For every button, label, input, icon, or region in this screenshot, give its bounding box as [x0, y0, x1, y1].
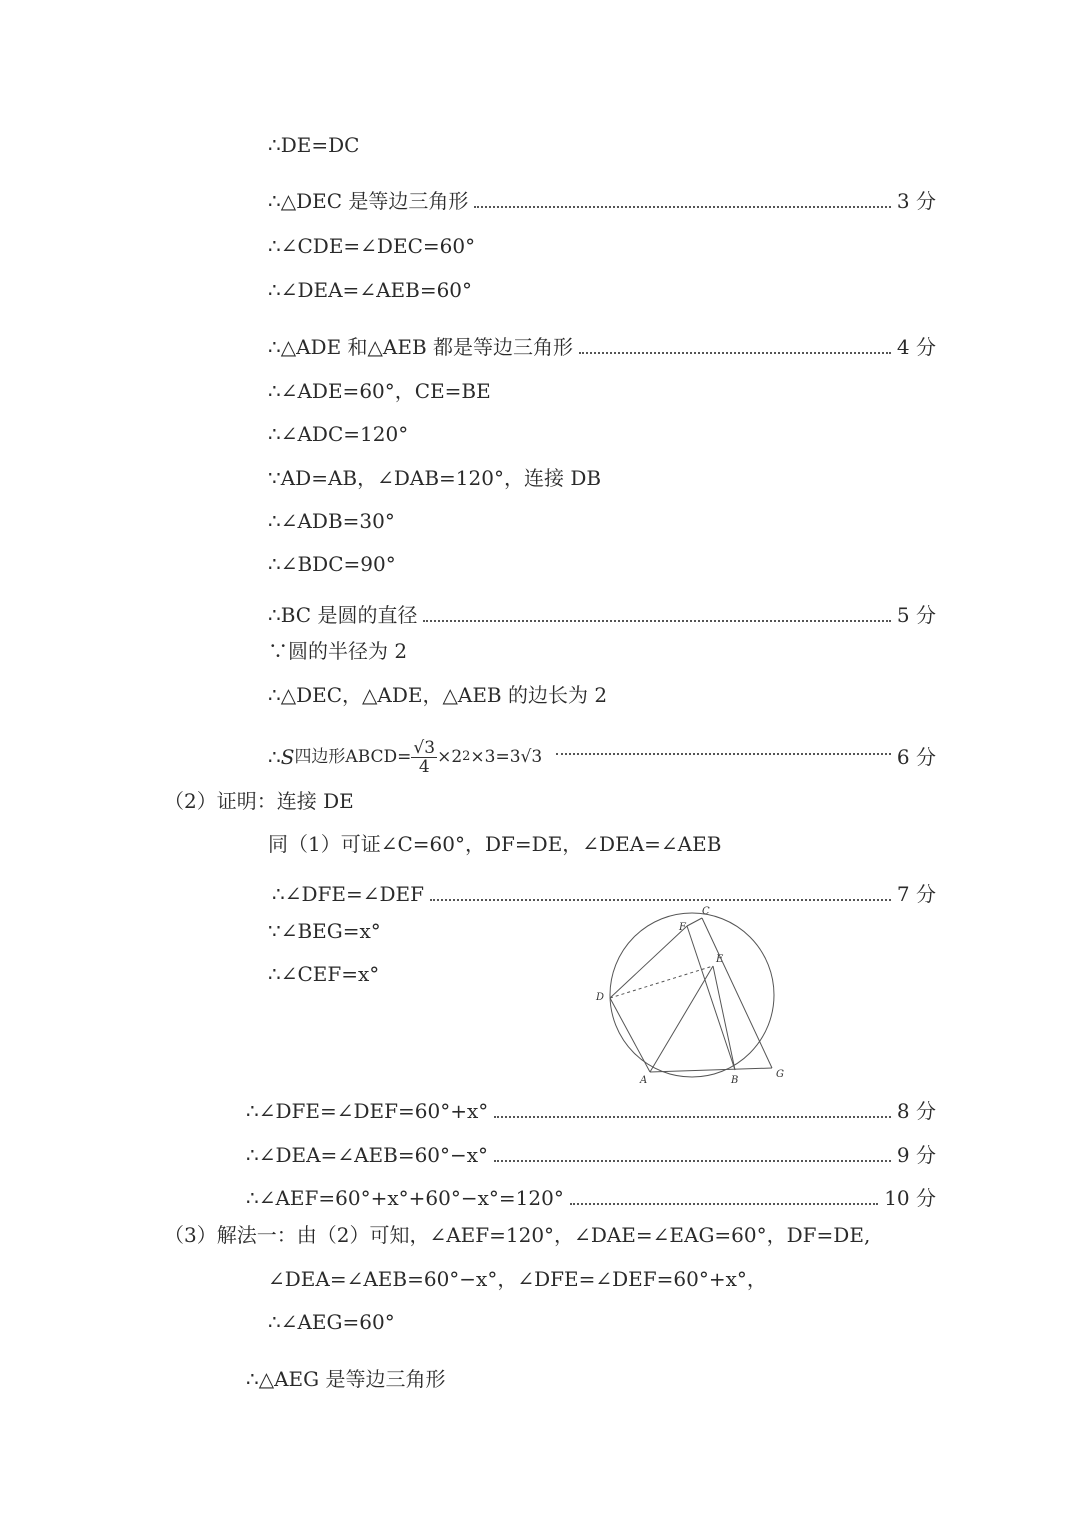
line-text: ∴BC 是圆的直径 — [268, 603, 418, 627]
line-beg: ∵∠BEG=x° — [268, 919, 381, 943]
formula-tail-1: ×2 — [437, 747, 463, 767]
formula-fraction — [411, 739, 437, 776]
line-aeg: ∴∠AEG=60° — [268, 1310, 395, 1334]
formula-equals: = — [397, 747, 412, 767]
part3-heading: （3）解法一：由（2）可知，∠AEF=120°，∠DAE=∠EAG=60°，DF=DE, — [164, 1223, 871, 1247]
line-dea-aeb-diff — [246, 1142, 936, 1168]
line-text: ∴△DEC 是等边三角形 — [268, 189, 469, 213]
segment-f-c — [687, 918, 702, 926]
label-c: C — [702, 906, 710, 917]
line-adc: ∴∠ADC=120° — [268, 422, 409, 446]
score-points: 5 分 — [896, 603, 936, 627]
score-points: 8 分 — [896, 1099, 936, 1123]
label-e: E — [716, 954, 724, 965]
line-aef-total — [246, 1185, 936, 1211]
circle-geometry-figure — [590, 900, 790, 1095]
line-ade-aeb-equilateral — [268, 334, 936, 360]
segment-d-a — [610, 998, 650, 1072]
line-area-formula — [268, 732, 936, 782]
score-points: 6 分 — [896, 745, 936, 769]
line-aeg-equilateral: ∴△AEG 是等边三角形 — [246, 1367, 446, 1391]
segment-d-e — [610, 966, 713, 998]
line-dfe-def-sum — [246, 1098, 936, 1124]
fraction-numerator: √3 — [413, 737, 436, 758]
line-text: ∴∠DFE=∠DEF=60°+x° — [246, 1099, 489, 1123]
line-side-length: ∴△DEC，△ADE，△AEB 的边长为 2 — [268, 683, 608, 707]
line-cde-dec: ∴∠CDE=∠DEC=60° — [268, 234, 476, 258]
line-bdc: ∴∠BDC=90° — [268, 552, 396, 576]
leader-dots — [494, 1160, 891, 1162]
fraction-denominator: 4 — [418, 756, 430, 777]
formula-s: S — [280, 745, 295, 769]
formula-subscript: 四边形ABCD — [294, 747, 398, 767]
score-points: 4 分 — [896, 335, 936, 359]
line-ad-ab: ∵AD=AB，∠DAB=120°，连接 DB — [268, 466, 602, 490]
leader-dots — [556, 753, 891, 755]
line-text: ∴∠AEF=60°+x°+60°−x°=120° — [246, 1186, 564, 1210]
line-de-dc: ∴DE=DC — [268, 133, 360, 157]
score-points: 7 分 — [896, 882, 936, 906]
leader-dots — [474, 206, 891, 208]
line-bc-diameter — [268, 602, 936, 628]
line-text: ∴ — [268, 745, 281, 769]
line-adb: ∴∠ADB=30° — [268, 509, 395, 533]
score-points: 10 分 — [884, 1186, 936, 1210]
line-part3-angles: ∠DEA=∠AEB=60°−x°，∠DFE=∠DEF=60°+x°， — [268, 1267, 767, 1291]
score-points: 9 分 — [896, 1143, 936, 1167]
leader-dots — [494, 1116, 891, 1118]
part2-heading: （2）证明：连接 DE — [164, 789, 354, 813]
label-b: B — [731, 1075, 739, 1086]
leader-dots — [423, 620, 890, 622]
line-same-as-1: 同（1）可证∠C=60°，DF=DE，∠DEA=∠AEB — [268, 832, 722, 856]
leader-dots — [570, 1203, 878, 1205]
formula-tail-2: ×3=3√3 — [470, 747, 543, 767]
line-radius: ∵圆的半径为 2 — [268, 639, 408, 663]
formula-exponent: 2 — [462, 749, 471, 764]
segment-a-g — [650, 1068, 772, 1072]
label-a: A — [640, 1075, 648, 1086]
segment-c-g — [702, 918, 772, 1068]
label-f: F — [679, 922, 686, 933]
line-dea-aeb: ∴∠DEA=∠AEB=60° — [268, 278, 473, 302]
line-text: ∴△ADE 和△AEB 都是等边三角形 — [268, 335, 574, 359]
leader-dots — [579, 352, 891, 354]
segment-a-e — [650, 966, 713, 1072]
line-text: ∴∠DEA=∠AEB=60°−x° — [246, 1143, 489, 1167]
circumcircle — [610, 913, 774, 1077]
line-text: ∴∠DFE=∠DEF — [272, 882, 425, 906]
line-ade-ce-be: ∴∠ADE=60°，CE=BE — [268, 379, 491, 403]
line-cef: ∴∠CEF=x° — [268, 962, 380, 986]
area-formula — [281, 739, 542, 776]
line-dec-equilateral — [268, 188, 936, 214]
score-points: 3 分 — [896, 189, 936, 213]
label-g: G — [776, 1069, 784, 1080]
label-d: D — [596, 992, 605, 1003]
segment-d-f — [610, 926, 687, 998]
